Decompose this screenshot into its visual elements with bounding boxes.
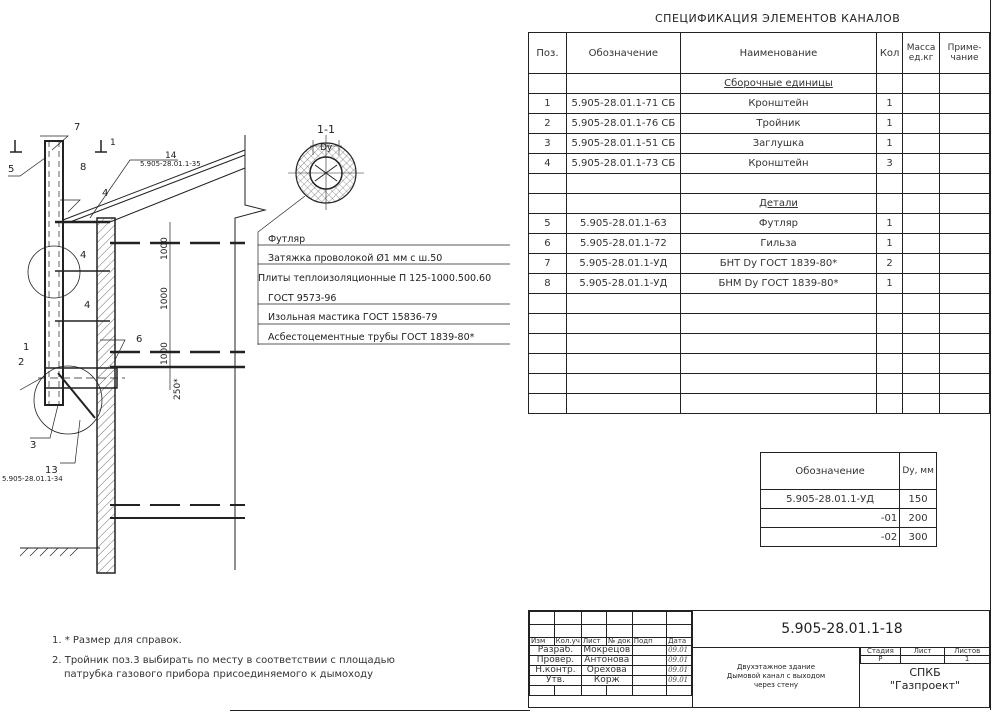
callout-mastic: Изольная мастика ГОСТ 15836-79 [268,312,438,323]
cell-name: Кронштейн [680,94,876,114]
col-mass: Масса ед.кг [903,33,940,74]
signer-name: Антонова [581,656,632,666]
cell-qty: 1 [877,214,903,234]
cell-mass [903,154,940,174]
pos-3: 3 [30,440,37,451]
cell-note [940,134,990,154]
cell-note [940,154,990,174]
notes [52,634,395,682]
cell-name: Гильза [680,234,876,254]
signer-date: 09.01 [667,666,692,676]
revision-col-header: Кол.уч [555,637,580,645]
cell-dy: 200 [900,509,937,528]
cell-designation: -02 [761,528,900,547]
pos-4: 4 [102,188,109,199]
empty-row [529,314,990,334]
signature [632,666,666,676]
frame-line [230,710,530,711]
cell-designation: -01 [761,509,900,528]
cell-qty: 1 [877,114,903,134]
org-name: СПКБ [909,666,941,679]
pos-4: 4 [80,250,87,261]
spec-table [528,32,990,414]
pos-14: 14 [165,151,177,161]
cell-note [940,114,990,134]
col-qty: Кол [877,33,903,74]
cell-pos: 2 [529,114,567,134]
empty-cell [877,294,903,314]
section-assembly: Сборочные единицы [680,74,876,94]
empty-cell [903,374,940,394]
pos-6: 6 [136,334,143,345]
empty-row [529,334,990,354]
table-row [529,134,990,154]
empty-row [529,374,990,394]
cell-note [940,254,990,274]
empty-cell [680,354,876,374]
revision-col-header: Изм [530,638,555,646]
callout-wire: Затяжка проволокой Ø1 мм с ш.50 [268,253,443,264]
cell-qty: 1 [877,234,903,254]
cell-designation: 5.905-28.01.1-УД [566,274,680,294]
empty-cell [529,394,567,414]
cell-pos: 4 [529,154,567,174]
callout-case: Футляр [268,234,306,245]
signer-role: Утв. [530,676,582,686]
pos-1: 1 [23,342,30,353]
empty-cell [566,394,680,414]
empty-cell [903,354,940,374]
cell-name: БНТ Dу ГОСТ 1839-80* [680,254,876,274]
cell-note [940,274,990,294]
empty-cell [566,334,680,354]
cell-mass [903,114,940,134]
cell-pos: 6 [529,234,567,254]
organization [860,666,990,692]
dy-col-dy: Dy, мм [900,453,937,490]
section-parts: Детали [680,194,876,214]
cell-designation: 5.905-28.01.1-71 СБ [566,94,680,114]
cell-name: БНМ Dу ГОСТ 1839-80* [680,274,876,294]
cell-qty: 2 [877,254,903,274]
cell-qty: 1 [877,274,903,294]
cell-designation: 5.905-28.01.1-УД [761,490,900,509]
chimney-pipe [45,141,63,405]
empty-cell [566,294,680,314]
dy-label: Dy [320,143,333,153]
signer-role: Разраб. [530,646,582,656]
pos-8: 8 [80,162,87,173]
revision-col-header: Лист [581,638,606,646]
signer-row [530,676,692,686]
table-row [529,274,990,294]
empty-cell [680,394,876,414]
table-row [529,114,990,134]
stage-label: Стадия [861,648,901,656]
empty-cell [940,354,990,374]
cell-mass [903,274,940,294]
pos-7: 7 [74,122,81,133]
signer-name: Мокрецов [583,645,631,655]
dim-1000: 1000 [160,287,170,310]
empty-cell [940,394,990,414]
signature [632,656,666,666]
empty-row [529,394,990,414]
empty-cell [877,394,903,414]
description-line: через стену [753,681,799,689]
cell-pos: 8 [529,274,567,294]
empty-cell [940,314,990,334]
frame-line [990,0,991,710]
sheet-label: Лист [900,648,945,656]
empty-row [529,354,990,374]
table-row [529,254,990,274]
spec-header [529,33,990,74]
table-row [529,94,990,114]
cell-name: Заглушка [680,134,876,154]
empty-cell [566,374,680,394]
revision-col-header: Дата [667,638,692,646]
empty-cell [529,354,567,374]
cell-designation: 5.905-28.01.1-51 СБ [566,134,680,154]
callout-pipes: Асбестоцементные трубы ГОСТ 1839-80* [268,332,475,343]
cell-designation: 5.905-28.01.1-63 [566,214,680,234]
pos-5: 5 [8,164,15,175]
col-designation: Обозначение [566,33,680,74]
dy-col-designation: Обозначение [761,453,900,490]
revision-table [529,611,692,696]
empty-row [529,294,990,314]
revision-col-header: Подп [632,638,666,646]
signer-row [530,666,692,676]
signer-role: Н.контр. [530,666,582,676]
table-row [761,509,937,528]
empty-cell [877,374,903,394]
dim-1000: 1000 [160,237,170,260]
empty-cell [903,334,940,354]
cell-mass [903,234,940,254]
note-2: 2. Тройник поз.3 выбирать по месту в соответствии с площадью [52,655,395,666]
description-line: Дымовой канал с выходом [726,672,826,680]
description [692,647,860,707]
empty-cell [680,334,876,354]
empty-cell [877,314,903,334]
signer-row [530,656,692,666]
table-row [761,490,937,509]
pos-2: 2 [18,357,25,368]
empty-cell [566,354,680,374]
empty-cell [680,314,876,334]
empty-cell [529,314,567,334]
cell-designation: 5.905-28.01.1-76 СБ [566,114,680,134]
empty-cell [877,354,903,374]
cell-qty: 1 [877,134,903,154]
cell-dy: 300 [900,528,937,547]
cell-pos: 3 [529,134,567,154]
signer-date: 09.01 [667,646,692,656]
cell-designation: 5.905-28.01.1-72 [566,234,680,254]
cell-name: Кронштейн [680,154,876,174]
chimney-section-drawing [0,0,520,600]
signer-date: 09.01 [667,656,692,666]
section-label: 1-1 [317,123,335,136]
dim-250: 250* [173,378,183,400]
ref-13: 5.905-28.01.1-34 [2,475,63,483]
signer-name: Орехова [581,666,632,676]
callout-insulation: Плиты теплоизоляционные П 125-1000.500.60 [258,273,492,284]
empty-cell [566,314,680,334]
section-mark: 1 [110,138,116,148]
revision-col-header: № док [607,637,631,645]
signer-date: 09.01 [667,676,692,686]
description-line: Двухэтажное здание [736,663,816,671]
empty-cell [529,334,567,354]
cell-qty: 1 [877,94,903,114]
empty-cell [940,294,990,314]
cell-qty: 3 [877,154,903,174]
cell-note [940,234,990,254]
signer-role: Провер. [530,656,582,666]
empty-cell [529,294,567,314]
col-pos: Поз. [529,33,567,74]
cell-designation: 5.905-28.01.1-73 СБ [566,154,680,174]
empty-cell [903,314,940,334]
signer-name: Корж [581,676,632,686]
cell-mass [903,134,940,154]
empty-cell [529,374,567,394]
note-1: 1. * Размер для справок. [52,635,182,646]
cell-pos: 1 [529,94,567,114]
col-note: Приме-чание [940,33,990,74]
empty-cell [903,394,940,414]
table-row [761,528,937,547]
empty-cell [903,294,940,314]
note-2-cont: патрубка газового прибора присоединяемого к дымоходу [64,669,374,680]
col-name: Наименование [680,33,876,74]
pos-4: 4 [84,300,91,311]
empty-cell [877,334,903,354]
callout-gost: ГОСТ 9573-96 [268,293,337,304]
doc-number: 5.905-28.01.1-18 [692,611,991,648]
cell-note [940,214,990,234]
empty-cell [680,294,876,314]
dy-table [760,452,937,547]
empty-cell [680,374,876,394]
cell-mass [903,254,940,274]
table-row [529,214,990,234]
cell-mass [903,94,940,114]
cell-pos: 7 [529,254,567,274]
title-block [528,610,990,708]
cell-dy: 150 [900,490,937,509]
org-name: "Газпроект" [889,679,961,692]
cell-mass [903,214,940,234]
empty-cell [940,374,990,394]
table-row [529,154,990,174]
signature [632,676,666,686]
signature [632,646,666,656]
cell-name: Тройник [680,114,876,134]
ref-14: 5.905-28.01.1-35 [140,160,201,168]
stage-table [860,647,990,664]
cell-pos: 5 [529,214,567,234]
cell-note [940,94,990,114]
dim-1000: 1000 [160,342,170,365]
sheets-label: Листов [945,648,990,656]
signer-row [530,646,692,656]
stage-value: Р [861,656,901,664]
cell-designation: 5.905-28.01.1-УД [566,254,680,274]
pos-13: 13 [45,465,58,476]
empty-cell [940,334,990,354]
spec-title: СПЕЦИФИКАЦИЯ ЭЛЕМЕНТОВ КАНАЛОВ [655,12,901,25]
table-row [529,234,990,254]
sheets-value: 1 [945,656,990,664]
cell-name: Футляр [680,214,876,234]
